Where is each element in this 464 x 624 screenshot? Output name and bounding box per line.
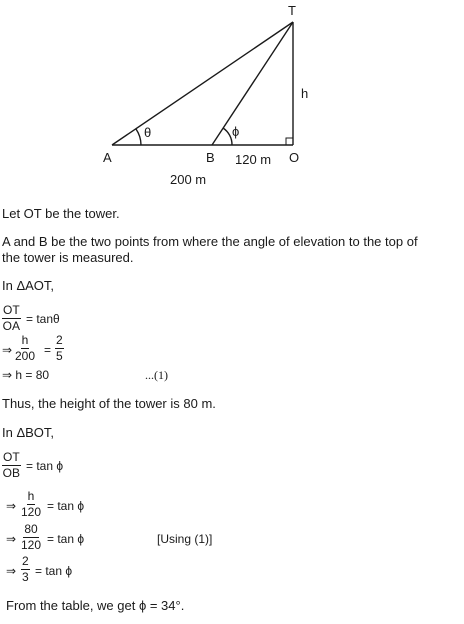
phi-arc bbox=[223, 128, 232, 145]
implies-arrow: ⇒ bbox=[6, 532, 17, 546]
implies-arrow: ⇒ bbox=[6, 499, 17, 513]
numerator: h bbox=[21, 333, 29, 347]
numerator: 2 bbox=[22, 554, 29, 568]
fraction-2-3 bbox=[21, 555, 30, 584]
point-B: B bbox=[206, 150, 215, 165]
implies-arrow: ⇒ bbox=[6, 564, 17, 578]
label-theta: θ bbox=[144, 125, 152, 140]
fraction-h-120 bbox=[21, 490, 41, 519]
point-T: T bbox=[288, 3, 296, 18]
fraction-OT-OA bbox=[2, 304, 21, 333]
line-AT bbox=[112, 22, 293, 145]
point-A: A bbox=[103, 150, 112, 165]
equals-sign: = bbox=[44, 343, 52, 357]
numerator: 80 bbox=[24, 522, 38, 536]
fraction-80-120 bbox=[21, 523, 41, 552]
numerator: OT bbox=[3, 450, 20, 464]
statement-points-1: A and B be the two points from where the angle of elevation to the top of bbox=[2, 234, 418, 249]
numerator: h bbox=[27, 489, 35, 503]
statement-points-2: the tower is measured. bbox=[2, 250, 134, 265]
theta-arc bbox=[136, 129, 141, 145]
denominator: 200 bbox=[15, 349, 36, 363]
eq3-result: ⇒ h = 80 bbox=[2, 368, 50, 382]
eq5-rhs: = tan ϕ bbox=[47, 499, 85, 513]
eq6-rhs: = tan ϕ bbox=[47, 532, 85, 546]
numerator: OT bbox=[3, 303, 20, 317]
denominator: 120 bbox=[21, 505, 42, 519]
fraction-h-200 bbox=[15, 334, 35, 363]
label-phi: ϕ bbox=[232, 124, 240, 139]
height-statement: Thus, the height of the tower is 80 m. bbox=[2, 396, 216, 411]
denominator: 5 bbox=[56, 349, 63, 363]
eq3-reference: ...(1) bbox=[145, 368, 168, 382]
label-BO: 120 m bbox=[235, 152, 272, 167]
triangle-BOT-heading: In ΔBOT, bbox=[2, 425, 55, 440]
fraction-2-5 bbox=[55, 334, 64, 363]
denominator: OB bbox=[2, 466, 20, 480]
denominator: OA bbox=[2, 319, 20, 333]
fraction-OT-OB bbox=[2, 451, 21, 480]
denominator: 3 bbox=[22, 570, 29, 584]
tower-diagram bbox=[0, 0, 464, 200]
label-h: h bbox=[301, 86, 309, 101]
triangle-AOT-heading: In ΔAOT, bbox=[2, 278, 55, 293]
statement-tower: Let OT be the tower. bbox=[2, 206, 120, 221]
numerator: 2 bbox=[56, 333, 63, 347]
label-AO: 200 m bbox=[170, 172, 207, 187]
final-answer: From the table, we get ϕ = 34°. bbox=[6, 598, 185, 613]
eq7-rhs: = tan ϕ bbox=[35, 564, 73, 578]
implies-arrow: ⇒ bbox=[2, 343, 13, 357]
eq1-rhs: = tanθ bbox=[26, 312, 60, 326]
eq4-rhs: = tan ϕ bbox=[26, 459, 64, 473]
right-angle-mark bbox=[286, 138, 293, 145]
denominator: 120 bbox=[21, 538, 42, 552]
line-BT bbox=[212, 22, 293, 145]
eq6-note: [Using (1)] bbox=[157, 532, 213, 546]
point-O: O bbox=[289, 150, 300, 165]
